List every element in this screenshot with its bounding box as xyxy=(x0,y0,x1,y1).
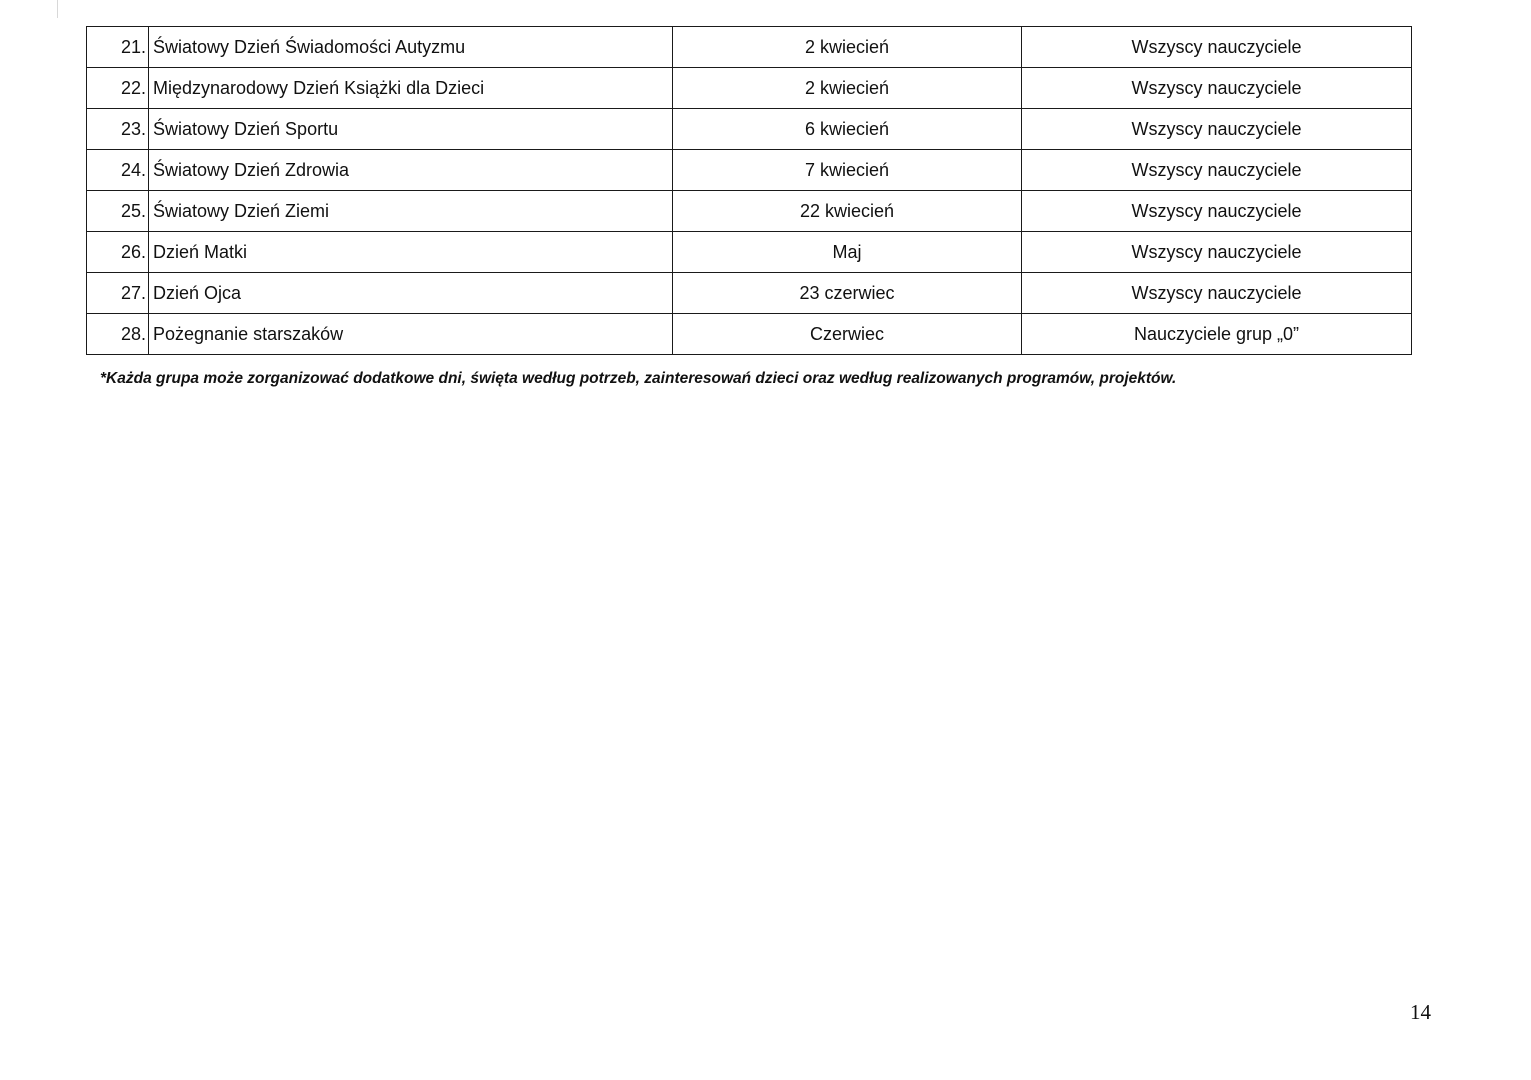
table-row xyxy=(87,273,1412,314)
event-name: Światowy Dzień Ziemi xyxy=(149,191,673,232)
event-responsible: Wszyscy nauczyciele xyxy=(1022,27,1412,68)
event-date: 6 kwiecień xyxy=(673,109,1022,150)
table-row xyxy=(87,150,1412,191)
event-date: 2 kwiecień xyxy=(673,68,1022,109)
event-date: 7 kwiecień xyxy=(673,150,1022,191)
event-date: Czerwiec xyxy=(673,314,1022,355)
row-number: 24. xyxy=(87,150,149,191)
event-responsible: Nauczyciele grup „0” xyxy=(1022,314,1412,355)
scan-margin-line xyxy=(57,0,58,18)
event-date: 2 kwiecień xyxy=(673,27,1022,68)
event-name: Światowy Dzień Sportu xyxy=(149,109,673,150)
table-row xyxy=(87,27,1412,68)
event-responsible: Wszyscy nauczyciele xyxy=(1022,273,1412,314)
event-name: Międzynarodowy Dzień Książki dla Dzieci xyxy=(149,68,673,109)
page-number: 14 xyxy=(1410,1000,1431,1024)
row-number: 23. xyxy=(87,109,149,150)
event-name: Dzień Matki xyxy=(149,232,673,273)
event-responsible: Wszyscy nauczyciele xyxy=(1022,68,1412,109)
event-responsible: Wszyscy nauczyciele xyxy=(1022,232,1412,273)
row-number: 25. xyxy=(87,191,149,232)
row-number: 22. xyxy=(87,68,149,109)
events-table xyxy=(86,26,1412,355)
event-date: Maj xyxy=(673,232,1022,273)
event-responsible: Wszyscy nauczyciele xyxy=(1022,150,1412,191)
event-date: 22 kwiecień xyxy=(673,191,1022,232)
event-name: Dzień Ojca xyxy=(149,273,673,314)
event-name: Pożegnanie starszaków xyxy=(149,314,673,355)
table-row xyxy=(87,191,1412,232)
table-row xyxy=(87,314,1412,355)
row-number: 27. xyxy=(87,273,149,314)
event-name: Światowy Dzień Zdrowia xyxy=(149,150,673,191)
event-responsible: Wszyscy nauczyciele xyxy=(1022,191,1412,232)
table-row xyxy=(87,68,1412,109)
row-number: 28. xyxy=(87,314,149,355)
event-responsible: Wszyscy nauczyciele xyxy=(1022,109,1412,150)
footnote: *Każda grupa może zorganizować dodatkowe dni, święta według potrzeb, zainteresowań dzieci oraz według realizowanych programów, projektów. xyxy=(100,370,1177,387)
row-number: 26. xyxy=(87,232,149,273)
event-date: 23 czerwiec xyxy=(673,273,1022,314)
table-row xyxy=(87,109,1412,150)
event-name: Światowy Dzień Świadomości Autyzmu xyxy=(149,27,673,68)
row-number: 21. xyxy=(87,27,149,68)
table-row xyxy=(87,232,1412,273)
